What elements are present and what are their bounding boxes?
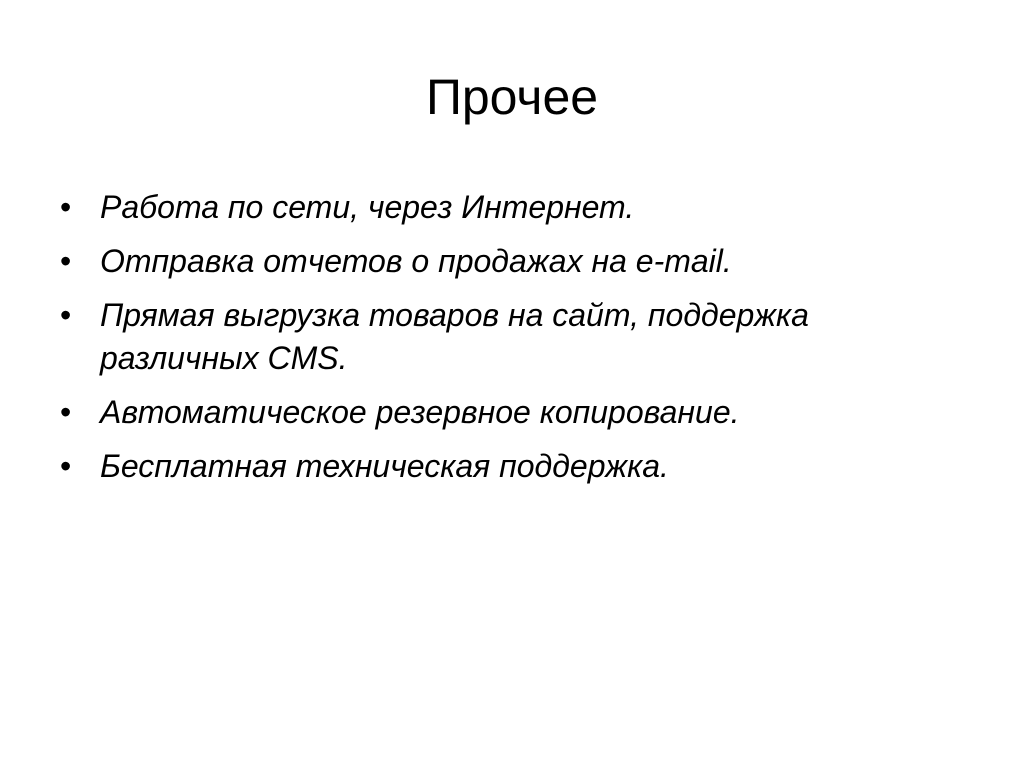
bullet-marker: •	[60, 448, 72, 484]
bullet-item	[56, 445, 976, 488]
bullet-text: Автоматическое резервное копирование.	[100, 394, 740, 430]
bullet-marker: •	[60, 189, 72, 225]
bullet-item	[56, 294, 976, 380]
bullet-text: Отправка отчетов о продажах на e-mail.	[100, 243, 732, 279]
bullet-list	[56, 186, 976, 499]
bullet-text: Работа по сети, через Интернет.	[100, 189, 635, 225]
slide-title: Прочее	[425, 69, 599, 125]
bullet-marker: •	[60, 297, 72, 333]
bullet-text: Бесплатная техническая поддержка.	[100, 448, 669, 484]
bullet-marker: •	[60, 394, 72, 430]
bullet-item	[56, 391, 976, 434]
bullet-marker: •	[60, 243, 72, 279]
bullet-item	[56, 186, 976, 229]
bullet-text: Прямая выгрузка товаров на сайт, поддержка различных CMS.	[100, 297, 809, 376]
bullet-item	[56, 240, 976, 283]
